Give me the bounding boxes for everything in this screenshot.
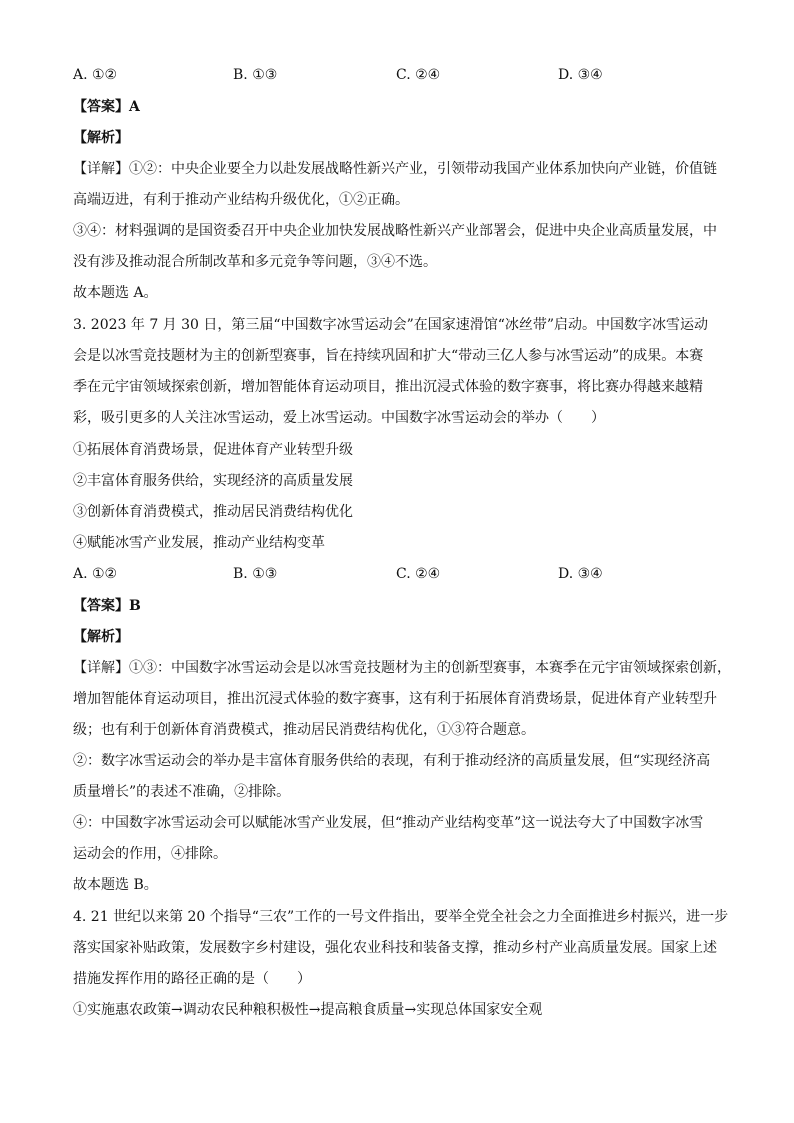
q3-stem-line: 彩，吸引更多的人关注冰雪运动，爱上冰雪运动。中国数字冰雪运动会的举办（ ） bbox=[73, 410, 605, 426]
q3-detail-line: ④：中国数字冰雪运动会可以赋能冰雪产业发展，但“推动产业结构变革”这一说法夸大了中国数字冰雪 bbox=[73, 815, 704, 831]
q2-detail-line: 高端迈进，有利于推动产业结构升级优化，①②正确。 bbox=[73, 192, 409, 208]
q3-stem-line: 3. 2023 年 7 月 30 日，第三届“中国数字冰雪运动会”在国家速滑馆“冰丝带”启动。中国数字冰雪运动 bbox=[73, 317, 709, 333]
q2-conclusion: 故本题选 A。 bbox=[73, 285, 158, 301]
q2-analysis-heading: 【解析】 bbox=[73, 130, 129, 146]
q2-option-b: B. ①③ bbox=[233, 67, 278, 83]
q2-detail-line: 没有涉及推动混合所制改革和多元竞争等问题，③④不选。 bbox=[73, 254, 437, 270]
q3-detail-line: 级；也有利于创新体育消费模式，推动居民消费结构优化，①③符合题意。 bbox=[73, 722, 535, 738]
q3-answer: 【答案】B bbox=[73, 598, 141, 614]
q3-option-b: B. ①③ bbox=[233, 566, 278, 582]
q3-stem-line: 会是以冰雪竞技题材为主的创新型赛事，旨在持续巩固和扩大“带动三亿人参与冰雪运动”的成果。本赛 bbox=[73, 348, 704, 364]
q2-option-c: C. ②④ bbox=[396, 67, 441, 83]
q3-option-c: C. ②④ bbox=[396, 566, 441, 582]
q2-option-d: D. ③④ bbox=[558, 67, 603, 83]
q2-detail-line: ③④：材料强调的是国资委召开中央企业加快发展战略性新兴产业部署会，促进中央企业高质量发展，中 bbox=[73, 223, 717, 239]
q3-detail-line: 运动会的作用，④排除。 bbox=[73, 846, 227, 862]
q2-option-a: A. ①② bbox=[73, 67, 118, 83]
q3-item-3: ③创新体育消费模式，推动居民消费结构优化 bbox=[73, 504, 353, 520]
q3-item-2: ②丰富体育服务供给，实现经济的高质量发展 bbox=[73, 473, 353, 489]
q3-stem-line: 季在元宇宙领域探索创新，增加智能体育运动项目，推出沉浸式体验的数字赛事，将比赛办得越来越精 bbox=[73, 379, 703, 395]
q3-detail-line: ②：数字冰雪运动会的举办是丰富体育服务供给的表现，有利于推动经济的高质量发展，但“实现经济高 bbox=[73, 753, 711, 769]
q4-stem-line: 措施发挥作用的路径正确的是（ ） bbox=[73, 971, 311, 987]
q2-answer: 【答案】A bbox=[73, 99, 140, 115]
q3-detail-line: 【详解】①③：中国数字冰雪运动会是以冰雪竞技题材为主的创新型赛事，本赛季在元宇宙领域探索创新， bbox=[73, 660, 731, 676]
q3-detail-line: 质量增长”的表述不准确，②排除。 bbox=[73, 784, 291, 800]
q3-detail-line: 增加智能体育运动项目，推出沉浸式体验的数字赛事，这有利于拓展体育消费场景，促进体育产业转型升 bbox=[73, 691, 717, 707]
q3-item-1: ①拓展体育消费场景，促进体育产业转型升级 bbox=[73, 442, 353, 458]
q3-analysis-heading: 【解析】 bbox=[73, 629, 129, 645]
q4-item-1: ①实施惠农政策→调动农民种粮积极性→提高粮食质量→实现总体国家安全观 bbox=[73, 1002, 543, 1018]
q2-detail-line: 【详解】①②：中央企业要全力以赴发展战略性新兴产业，引领带动我国产业体系加快向产业链，价值链 bbox=[73, 161, 717, 177]
q3-conclusion: 故本题选 B。 bbox=[73, 877, 158, 893]
q4-stem-line: 4. 21 世纪以来第 20 个指导“三农”工作的一号文件指出，要举全党全社会之力全面推进乡村振兴，进一步 bbox=[73, 909, 729, 925]
q3-item-4: ④赋能冰雪产业发展，推动产业结构变革 bbox=[73, 535, 325, 551]
q3-option-a: A. ①② bbox=[73, 566, 118, 582]
q4-stem-line: 落实国家补贴政策，发展数字乡村建设，强化农业科技和装备支撑，推动乡村产业高质量发展。国家上述 bbox=[73, 940, 717, 956]
q3-option-d: D. ③④ bbox=[558, 566, 603, 582]
